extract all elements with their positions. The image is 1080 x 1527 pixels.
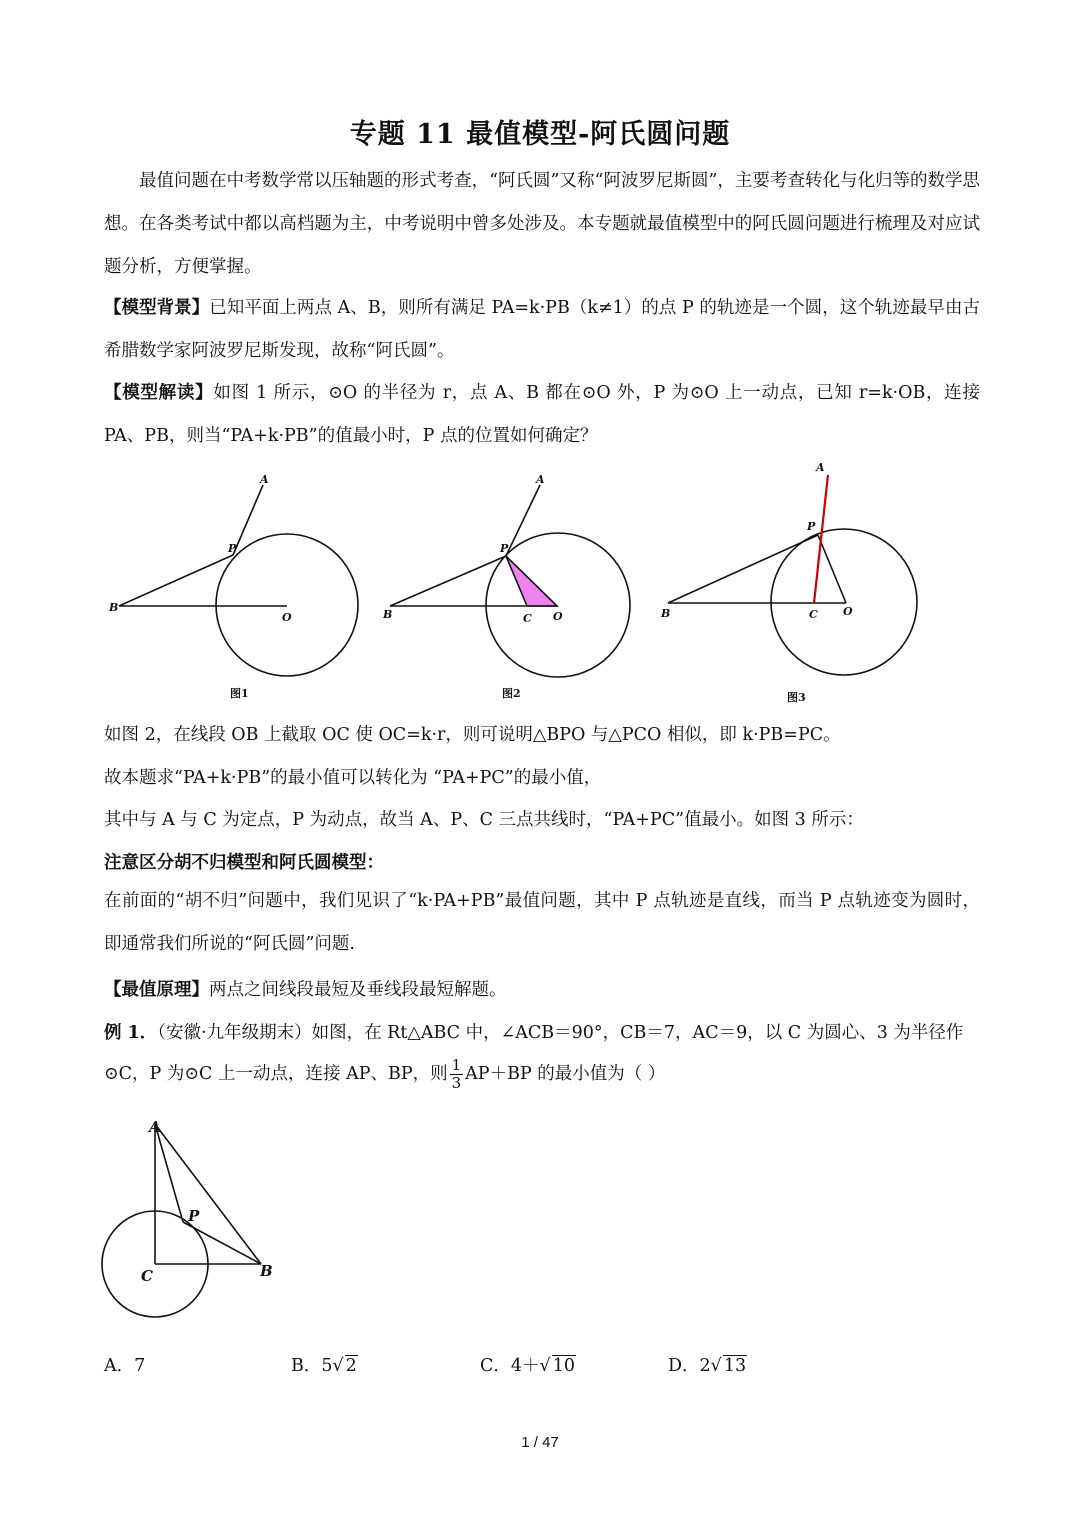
example-text-2b: AP＋BP 的最小值为（ ） [465,1064,666,1084]
note-heading: 注意区分胡不归模型和阿氏圆模型： [104,853,384,873]
example-segment-ab [155,1124,261,1264]
model-figures [0,455,1080,710]
text-line-3: 其中与 A 与 C 为定点，P 为动点，故当 A、P、C 三点共线时，“PA+PC”值最小。如图 3 所示： [104,810,864,830]
fig2-label-b: B [383,608,393,621]
option-b-label: B． [291,1356,322,1376]
fig3-label-a: A [816,461,825,474]
fig2-label-c: C [523,612,532,625]
fig3-label-c: C [809,608,818,621]
fig2-label-p: P [500,542,509,555]
fig3-circle [771,529,917,675]
example-segment-pb [183,1222,261,1264]
fig3-segment-bp [668,535,818,603]
option-b-coef: 5 [321,1356,333,1376]
interpretation-label: 【模型解读】 [104,383,214,403]
example-text-1: （安徽·九年级期末）如图，在 Rt△ABC 中，∠ACB＝90°，CB＝7，AC＝9，以 C 为圆心、3 为半径作 [157,1023,964,1043]
fig3-caption: 图3 [787,691,806,704]
example-label: 例 1． [104,1023,158,1043]
fig2-label-a: A [536,473,545,486]
page-title: 专题 11 最值模型-阿氏圆问题 [349,119,731,150]
option-c-label: C． [480,1356,511,1376]
example-segment-ap [155,1124,183,1222]
background-label: 【模型背景】 [104,298,210,318]
fig1-label-b: B [109,601,119,614]
example-label-c: C [141,1267,153,1285]
option-c-radicand: 10 [552,1356,575,1376]
fig1-label-p: P [228,542,237,555]
option-a-label: A． [104,1356,135,1376]
background-text: 已知平面上两点 A、B，则所有满足 PA=k·PB（k≠1）的点 P 的轨迹是一个圆，这个轨迹最早由古希腊数学家阿波罗尼斯发现，故称“阿氏圆”。 [104,298,980,361]
option-a-value: 7 [134,1356,146,1376]
fraction-numerator: 1 [451,1056,462,1074]
intro-paragraph: 最值问题在中考数学常以压轴题的形式考查，“阿氏圆”又称“阿波罗尼斯圆”，主要考查转化与化归等的数学思想。在各类考试中都以高档题为主，中考说明中曾多处涉及。本专题就最值模型中的阿氏圆问题进行梳理及对应试题分析，方便掌握。 [104,171,980,277]
text-line-1: 如图 2，在线段 OB 上截取 OC 使 OC=k·r，则可说明△BPO 与△PCO 相似，即 k·PB=PC。 [104,725,841,745]
example-label-b: B [260,1262,273,1280]
fig1-segment-pa [233,485,263,555]
principle-line [104,976,507,1001]
fig1-label-o: O [282,611,292,624]
option-d[interactable]: D．2√ 13 [668,1356,747,1376]
example-line-2 [104,1057,665,1092]
fig2-segment-bp [390,556,506,606]
page-number: 1 / 47 [521,1434,559,1451]
background-paragraph [104,287,980,373]
note-paragraph: 在前面的“胡不归”问题中，我们见识了“k·PA+PB”最值问题，其中 P 点轨迹是直线，而当 P 点轨迹变为圆时，即通常我们所说的“阿氏圆”问题. [104,891,980,954]
example-label-a: A [149,1118,161,1136]
option-a[interactable] [104,1352,145,1377]
fig2-label-o: O [553,610,563,623]
fraction-one-third [450,1057,464,1092]
principle-text: 两点之间线段最短及垂线段最短解题。 [209,980,507,1000]
fig3-label-p: P [807,520,816,533]
interpretation-paragraph [104,372,980,458]
option-c-prefix: 4＋ [510,1356,540,1376]
fig1-caption: 图1 [230,687,249,700]
fig3-segment-apc [814,475,828,603]
interpretation-text: 如图 1 所示，⊙O 的半径为 r，点 A、B 都在⊙O 外，P 为⊙O 上一动点，已知 r=k·OB，连接 PA、PB，则当“PA+k·PB”的值最小时，P 点的位置如何确定？ [104,383,980,446]
option-c[interactable]: C．4＋√ 10 [480,1356,575,1376]
fig1-label-a: A [260,473,269,486]
fig3-label-o: O [843,605,853,618]
option-d-coef: 2 [699,1356,711,1376]
fraction-denominator: 3 [451,1074,462,1092]
example-label-p: P [188,1207,200,1225]
fig1-circle [216,534,358,676]
example-line-1 [104,1019,963,1044]
option-d-label: D． [668,1356,700,1376]
fig3-segment-po [818,535,846,603]
example-figure [95,1110,295,1325]
fig2-caption: 图2 [502,687,521,700]
option-b-radicand: 2 [345,1356,357,1376]
fig3-label-b: B [661,607,671,620]
example-text-2a: ⊙C，P 为⊙C 上一动点，连接 AP、BP，则 [104,1064,448,1084]
text-line-2: 故本题求“PA+k·PB”的最小值可以转化为 “PA+PC”的最小值， [104,768,602,788]
principle-label: 【最值原理】 [104,980,209,1000]
fig2-segment-pa [506,485,540,556]
option-d-radicand: 13 [723,1356,747,1376]
fig2-highlight-triangle [506,556,557,606]
option-b[interactable]: B．5√ 2 [291,1356,357,1376]
